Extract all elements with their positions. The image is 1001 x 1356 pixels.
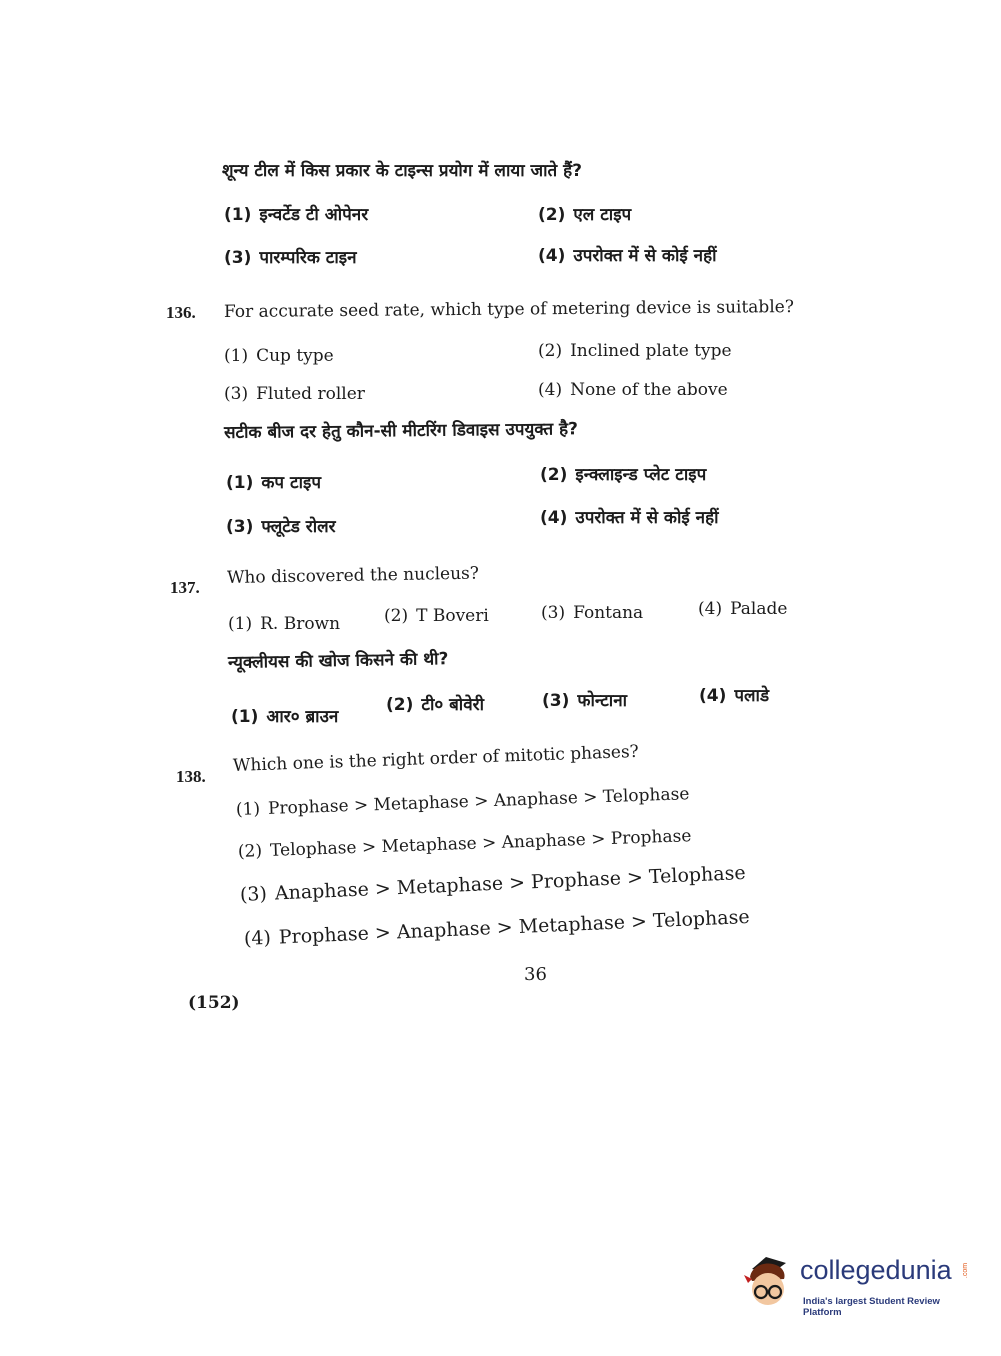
q136-option-hi-2 [540,462,706,485]
q138-question: Which one is the right order of mitotic phases? [232,741,640,776]
option-number: (3) [541,603,566,623]
option-number: (2) [386,695,414,715]
option-number: (4) [538,246,566,266]
option-text: आर० ब्राउन [266,707,339,727]
option-text: Cup type [256,346,334,366]
option-number: (1) [235,799,261,820]
q136-option-hi-4 [540,505,719,528]
option-text: उपरोक्त में से कोई नहीं [573,246,717,266]
option-number: (3) [542,691,570,711]
q138-number: 138. [176,767,206,786]
option-text: Prophase > Anaphase > Metaphase > Telophase [278,905,751,949]
option-text: पलाडे [734,686,770,706]
q136-question: For accurate seed rate, which type of metering device is suitable? [223,297,794,322]
brand-name: collegedunia [800,1255,952,1285]
option-number: (4) [243,926,272,950]
q136-option-2 [538,341,732,361]
option-number: (3) [224,248,252,268]
option-number: (2) [237,841,263,862]
option-number: (1) [224,205,252,225]
q137-option-hi-2 [386,692,484,715]
q135-option-4 [538,243,717,266]
mascot-icon [742,1249,798,1313]
option-number: (1) [226,473,254,493]
option-text: इन्वर्टेड टी ओपेनर [259,205,369,225]
option-number: (3) [239,882,268,906]
option-number: (3) [226,517,254,537]
option-number: (1) [224,346,249,366]
q137-question-hindi: न्यूक्लीयस की खोज किसने की थी? [227,649,449,673]
q137-option-1 [228,614,340,634]
option-number: (4) [699,686,727,706]
q137-number: 137. [170,578,200,597]
option-text: T Boveri [416,606,489,626]
q138-option-1 [236,784,690,820]
page-number: 36 [524,964,547,985]
option-number: (2) [538,341,563,361]
option-number: (2) [384,606,409,626]
option-text: Inclined plate type [570,341,732,361]
q136-question-hindi: सटीक बीज दर हेतु कौन-सी मीटरिंग डिवाइस उपयुक्त है? [223,419,579,443]
option-text: फ्लूटेड रोलर [261,517,336,537]
q136-option-hi-1 [226,470,321,493]
collegedunia-watermark [742,1245,972,1320]
option-number: (2) [540,465,568,485]
option-text: उपरोक्त में से कोई नहीं [575,508,719,528]
q138-option-4 [244,906,751,950]
paper-code: (152) [188,993,240,1013]
q136-option-hi-3 [226,514,336,537]
q136-option-1 [224,346,334,366]
option-number: (4) [698,599,723,619]
q137-option-3 [541,603,643,623]
q137-question: Who discovered the nucleus? [226,563,480,588]
q138-option-3 [240,862,747,906]
option-text: Prophase > Metaphase > Anaphase > Telophase [267,784,690,819]
option-text: Telophase > Metaphase > Anaphase > Prophase [269,826,692,861]
q137-option-hi-3 [542,688,627,711]
option-text: Palade [730,599,788,619]
q136-option-4 [538,380,728,400]
option-number: (1) [231,707,259,727]
q137-option-2 [384,606,489,626]
q136-number: 136. [166,303,196,322]
option-text: टी० बोवेरी [421,695,485,715]
option-number: (4) [540,508,568,528]
option-text: Fontana [573,603,644,623]
brand-dotcom: .com [962,1262,970,1279]
q137-option-hi-1 [231,704,338,727]
option-number: (1) [228,614,253,634]
q135-option-3 [224,245,357,268]
option-text: Fluted roller [256,384,365,404]
option-text: कप टाइप [261,473,321,493]
option-text: R. Brown [260,614,341,634]
brand-tagline: India's largest Student Review Platform [803,1296,940,1318]
q135-option-2 [538,202,631,225]
option-text: एल टाइप [573,205,632,225]
q137-option-hi-4 [699,683,769,706]
option-number: (4) [538,380,563,400]
option-number: (2) [538,205,566,225]
q135-option-1 [224,202,368,225]
option-number: (3) [224,384,249,404]
option-text: Anaphase > Metaphase > Prophase > Telophase [274,861,747,905]
q136-option-3 [224,384,365,404]
q137-option-4 [698,599,787,619]
option-text: फोन्टाना [577,691,628,711]
q138-option-2 [238,826,692,862]
option-text: पारम्परिक टाइन [259,248,357,268]
q135-question-hindi: शून्य टील में किस प्रकार के टाइन्स प्रयोग में लाया जाते हैं? [222,161,583,181]
option-text: इन्क्लाइन्ड प्लेट टाइप [575,465,707,485]
option-text: None of the above [570,380,728,400]
